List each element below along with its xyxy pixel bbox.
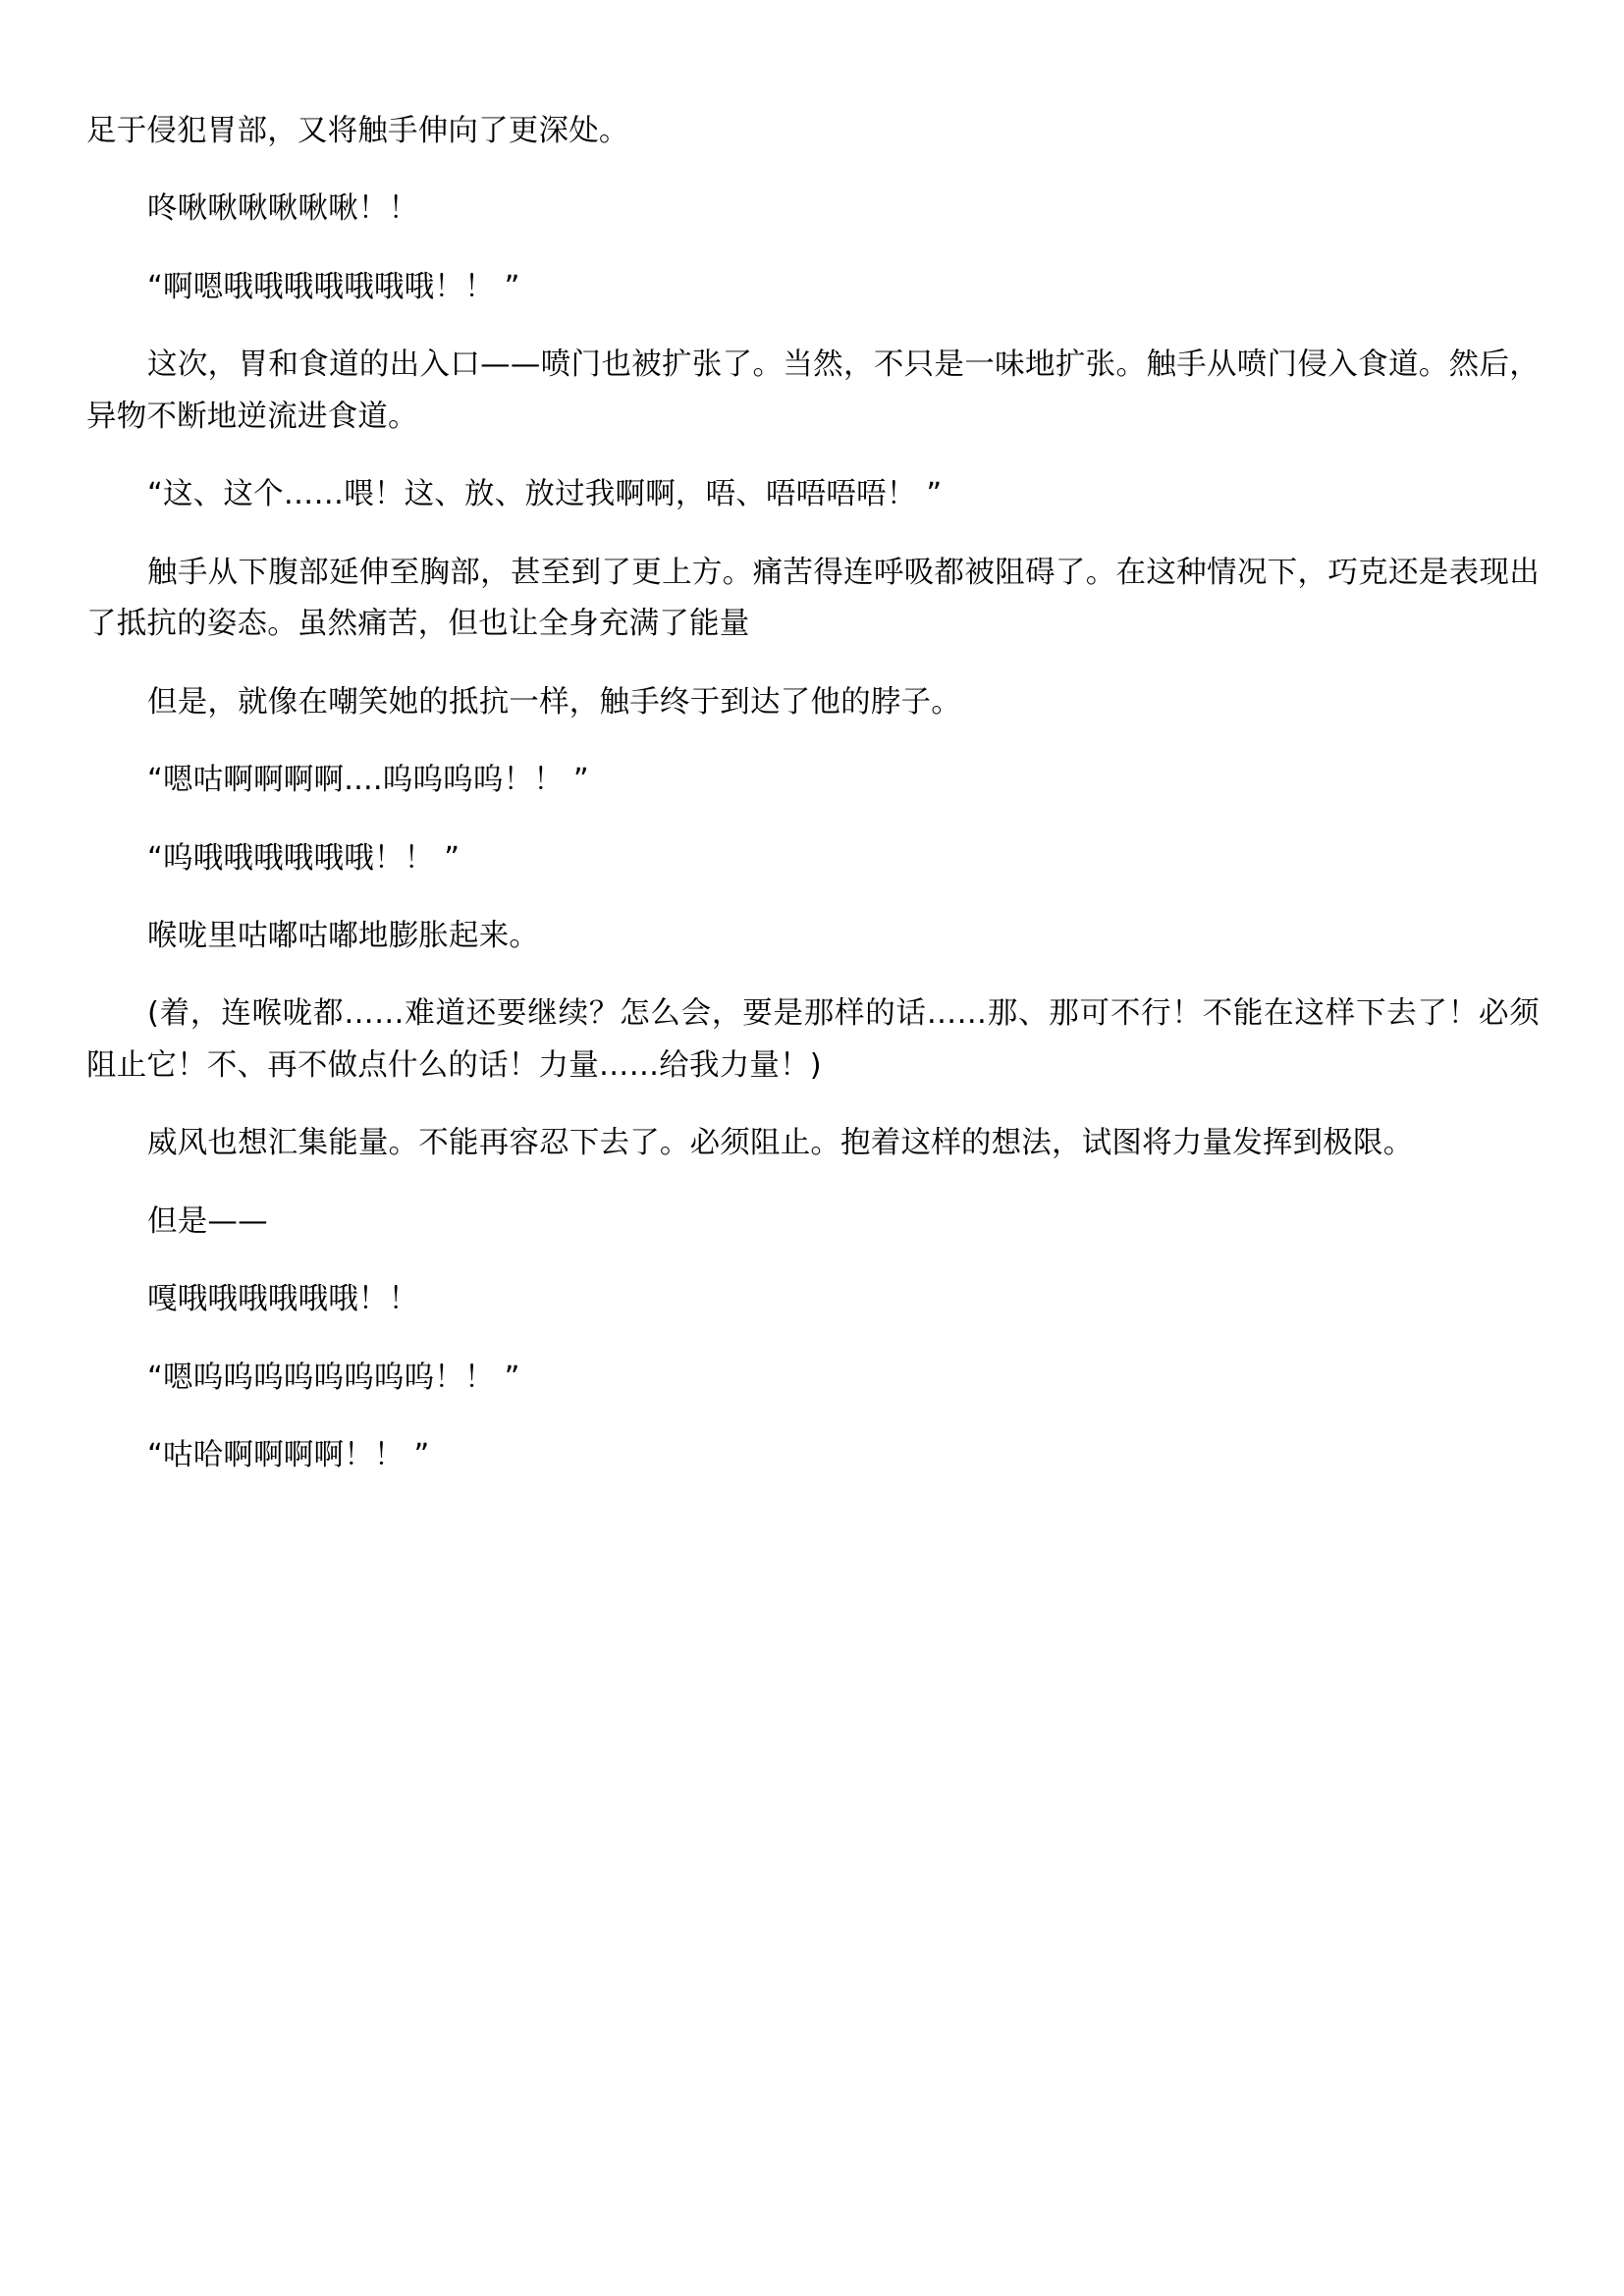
- paragraph: 但是，就像在嘲笑她的抵抗一样，触手终于到达了他的脖子。: [147, 684, 961, 720]
- paragraph: “嗯呜呜呜呜呜呜呜呜！！ ”: [147, 1360, 520, 1395]
- paragraph: “嗯咕啊啊啊啊....呜呜呜呜！！ ”: [147, 763, 589, 798]
- paragraph: 足于侵犯胃部，又将触手伸向了更深处。: [86, 114, 629, 148]
- paragraph: 这次，胃和食道的出入口——喷门也被扩张了。当然，不只是一味地扩张。触手从喷门侵入食道。然后，异物不断地逆流进食道。: [86, 347, 1540, 434]
- paragraph: 但是——: [147, 1203, 268, 1239]
- paragraph: 威风也想汇集能量。不能再容忍下去了。必须阻止。抱着这样的想法，试图将力量发挥到极限。: [147, 1126, 1414, 1161]
- paragraph: “咕哈啊啊啊啊！！ ”: [147, 1438, 430, 1473]
- paragraph: “呜哦哦哦哦哦哦！！ ”: [147, 840, 460, 876]
- paragraph: 触手从下腹部延伸至胸部，甚至到了更上方。痛苦得连呼吸都被阻碍了。在这种情况下，巧克还是表现出了抵抗的姿态。虽然痛苦，但也让全身充满了能量: [86, 555, 1540, 642]
- paragraph: 嘎哦哦哦哦哦哦！！: [147, 1282, 419, 1317]
- paragraph: 喉咙里咕嘟咕嘟地膨胀起来。: [147, 918, 540, 953]
- page-body-text: [86, 106, 1540, 1509]
- paragraph: “啊嗯哦哦哦哦哦哦哦！！ ”: [147, 269, 520, 304]
- paragraph: (着，连喉咙都……难道还要继续？怎么会，要是那样的话……那、那可不行！不能在这样下去了！必须阻止它！不、再不做点什么的话！力量……给我力量！): [86, 996, 1540, 1083]
- paragraph: “这、这个……喂！这、放、放过我啊啊，唔、唔唔唔唔！ ”: [147, 477, 943, 512]
- paragraph: 咚啾啾啾啾啾啾！！: [147, 191, 419, 227]
